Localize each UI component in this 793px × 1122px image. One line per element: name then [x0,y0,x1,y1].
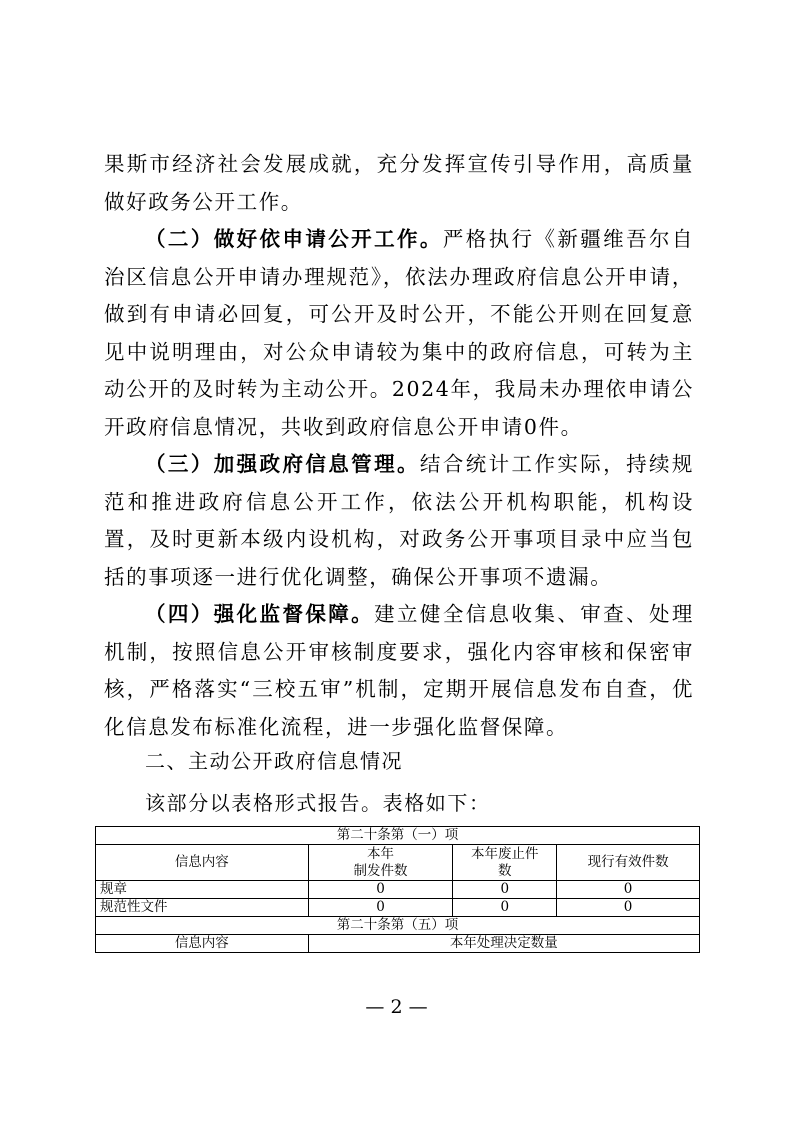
table-header-cell: 现行有效件数 [557,845,700,881]
body-text [104,146,694,746]
table-cell: 规章 [96,881,309,899]
section-heading: 二、主动公开政府信息情况 [145,749,403,773]
paragraph-content: 建立健全信息收集、审查、处理机制，按照信息公开审核制度要求，强化内容审核和保密审核，严格落实“三校五审”机制，定期开展信息发布自查，优化信息发布标准化流程，进一步强化监督保障。 [104,602,695,739]
table-row [96,881,700,899]
paragraph-heading: （二）做好依申请公开工作。 [145,227,443,251]
intro-text: 该部分以表格形式报告。表格如下： [145,791,491,815]
table-cell: 0 [557,881,700,899]
paragraph-content: 结合统计工作实际，持续规范和推进政府信息公开工作，依法公开机构职能，机构设置，及时更新本级内设机构，对政务公开事项目录中应当包括的事项逐一进行优化调整，确保公开事项不遗漏。 [104,452,694,589]
table-cell: 0 [308,899,453,917]
table-row [96,899,700,917]
table-section-row [96,827,700,845]
paragraph-heading: （三）加强政府信息管理。 [145,452,420,476]
paragraph-supervision [104,596,694,746]
table-section-title: 第二十条第（一）项 [96,827,700,845]
table-header-cell: 本年 制发件数 [308,845,453,881]
table-cell: 0 [308,881,453,899]
table-header-cell: 本年处理决定数量 [308,935,699,953]
table-cell: 0 [453,899,557,917]
table-header-row [96,935,700,953]
table-section-title: 第二十条第（五）项 [96,917,700,935]
page-number: — 2 — [365,996,428,1018]
table-header-cell: 信息内容 [96,845,309,881]
paragraph-info-management [104,446,694,596]
table-section-row [96,917,700,935]
paragraph-continuation: 果斯市经济社会发展成就，充分发挥宣传引导作用，高质量做好政务公开工作。 [104,152,694,214]
paragraph-content: 严格执行《新疆维吾尔自治区信息公开申请办理规范》，依法办理政府信息公开申请，做到有申请必回复，可公开及时公开，不能公开则在回复意见中说明理由，对公众申请较为集中的政府信息，可转为主动公开的及时转为主动公开。2024年，我局未办理依申请公开政府信息情况，共收到政府信息公开申请0件。 [104,227,694,439]
table-cell: 0 [453,881,557,899]
paragraph-apply-disclosure [104,221,694,446]
table-cell: 0 [557,899,700,917]
table-header-row [96,845,700,881]
table-header-cell: 本年废止件 数 [453,845,557,881]
table-cell: 规范性文件 [96,899,309,917]
paragraph-heading: （四）强化监督保障。 [145,602,375,626]
table-header-cell: 信息内容 [96,935,309,953]
disclosure-table [95,826,700,953]
